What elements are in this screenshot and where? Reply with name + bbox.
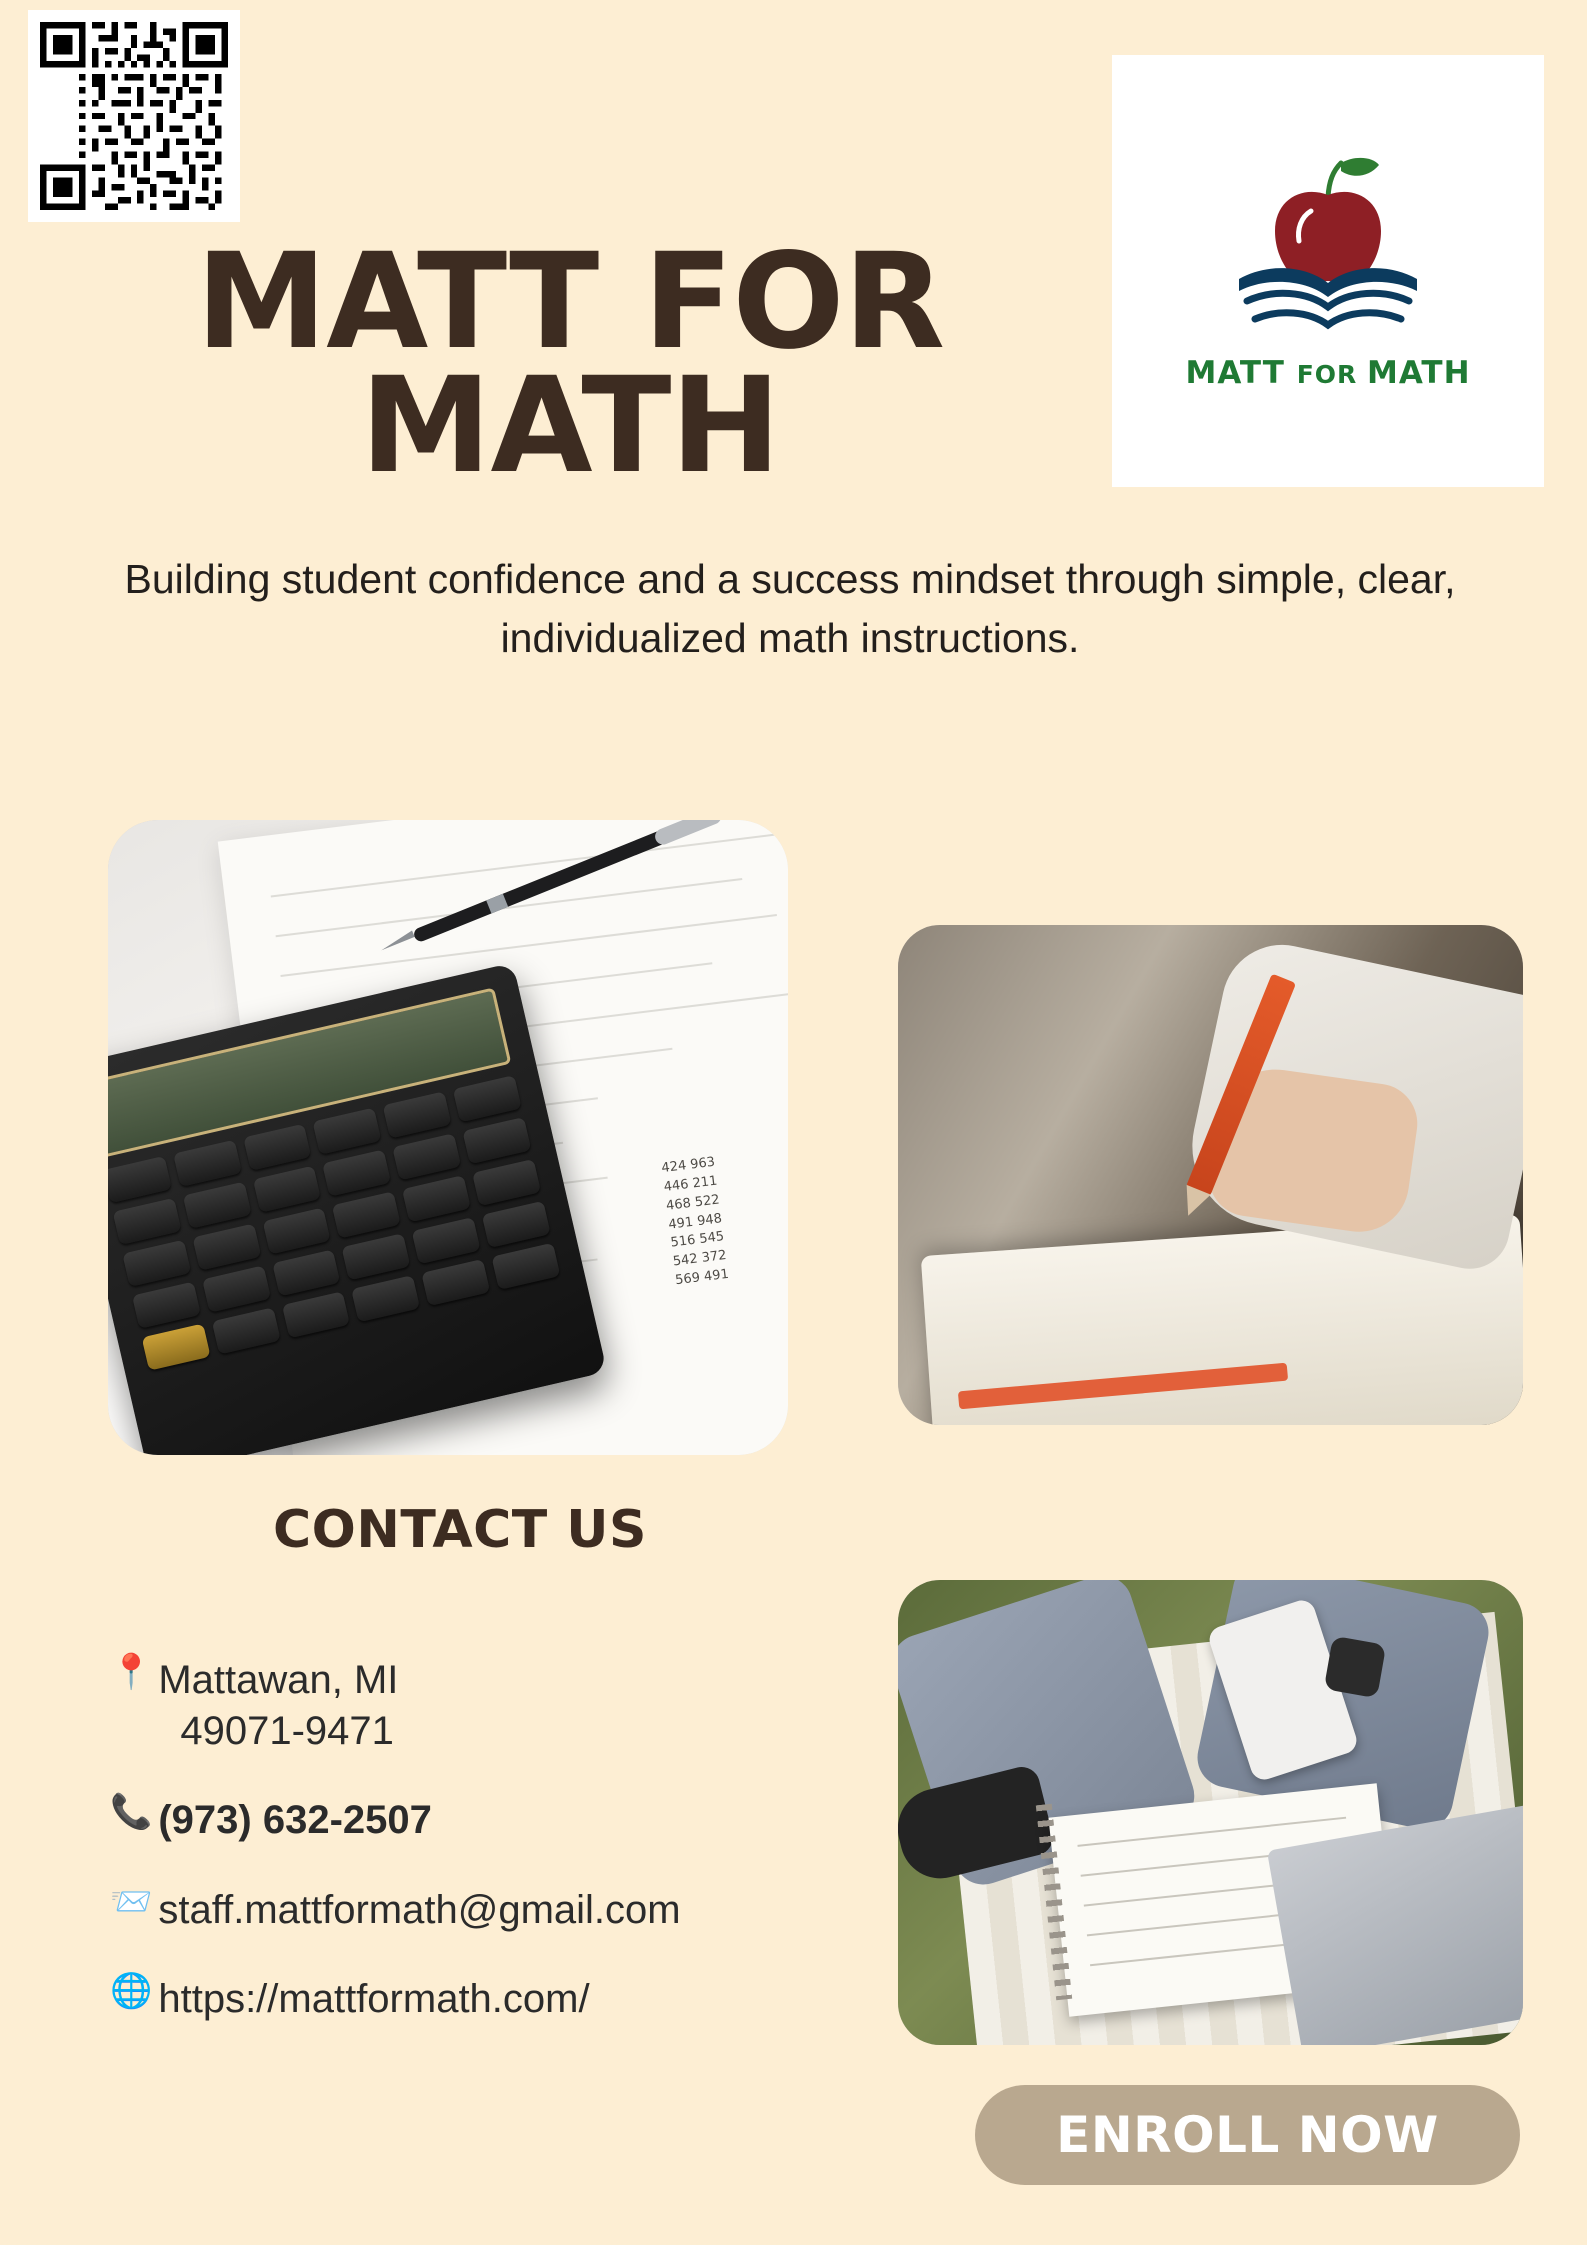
photo-calculator-worksheet — [108, 820, 788, 1455]
logo-word-for: FOR — [1296, 360, 1367, 389]
contact-address-line1: Mattawan, MI — [158, 1658, 399, 1702]
enroll-now-button[interactable]: ENROLL NOW — [975, 2085, 1520, 2185]
apple-book-logo-graphic — [1223, 151, 1433, 341]
contact-address — [110, 1655, 910, 1757]
contact-address-line2: 49071-9471 — [180, 1709, 394, 1754]
photo-outdoor-study — [898, 1580, 1523, 2045]
logo-wordmark — [1185, 355, 1470, 391]
qr-code-graphic — [40, 22, 228, 210]
tagline: Building student confidence and a success mindset through simple, clear, individualized math instructions. — [124, 556, 1456, 662]
contact-email-text[interactable]: staff.mattformath@gmail.com — [158, 1887, 681, 1932]
contact-phone[interactable] — [110, 1795, 910, 1846]
contact-email[interactable] — [110, 1882, 910, 1936]
contact-list — [110, 1655, 910, 2063]
photo-hand-writing-notebook — [898, 925, 1523, 1425]
photo3-smartwatch — [1324, 1636, 1387, 1699]
page-title-line2: MATH — [360, 349, 780, 504]
globe-icon: 🌐 — [110, 1971, 153, 2010]
logo-card — [1112, 55, 1544, 487]
phone-icon: 📞 — [110, 1793, 153, 1832]
apple-book-logo-icon — [1223, 151, 1433, 341]
contact-heading: CONTACT US — [273, 1500, 647, 1560]
contact-phone-text[interactable]: (973) 632-2507 — [158, 1798, 432, 1843]
photo1-numbers-right: 424 963 446 211 468 522 491 948 516 545 542 372 569 491 — [660, 1154, 730, 1289]
contact-address-text — [158, 1655, 398, 1757]
page-title — [55, 225, 1085, 504]
qr-code[interactable] — [28, 10, 240, 222]
email-icon: 📨 — [110, 1882, 153, 1921]
contact-website[interactable] — [110, 1971, 910, 2025]
logo-word-matt: MATT — [1185, 355, 1297, 391]
page-title-line1: MATT FOR — [195, 225, 945, 379]
logo-word-math: MATH — [1367, 355, 1471, 391]
location-pin-icon: 📍 — [110, 1653, 153, 1691]
contact-website-text[interactable]: https://mattformath.com/ — [158, 1976, 590, 2021]
